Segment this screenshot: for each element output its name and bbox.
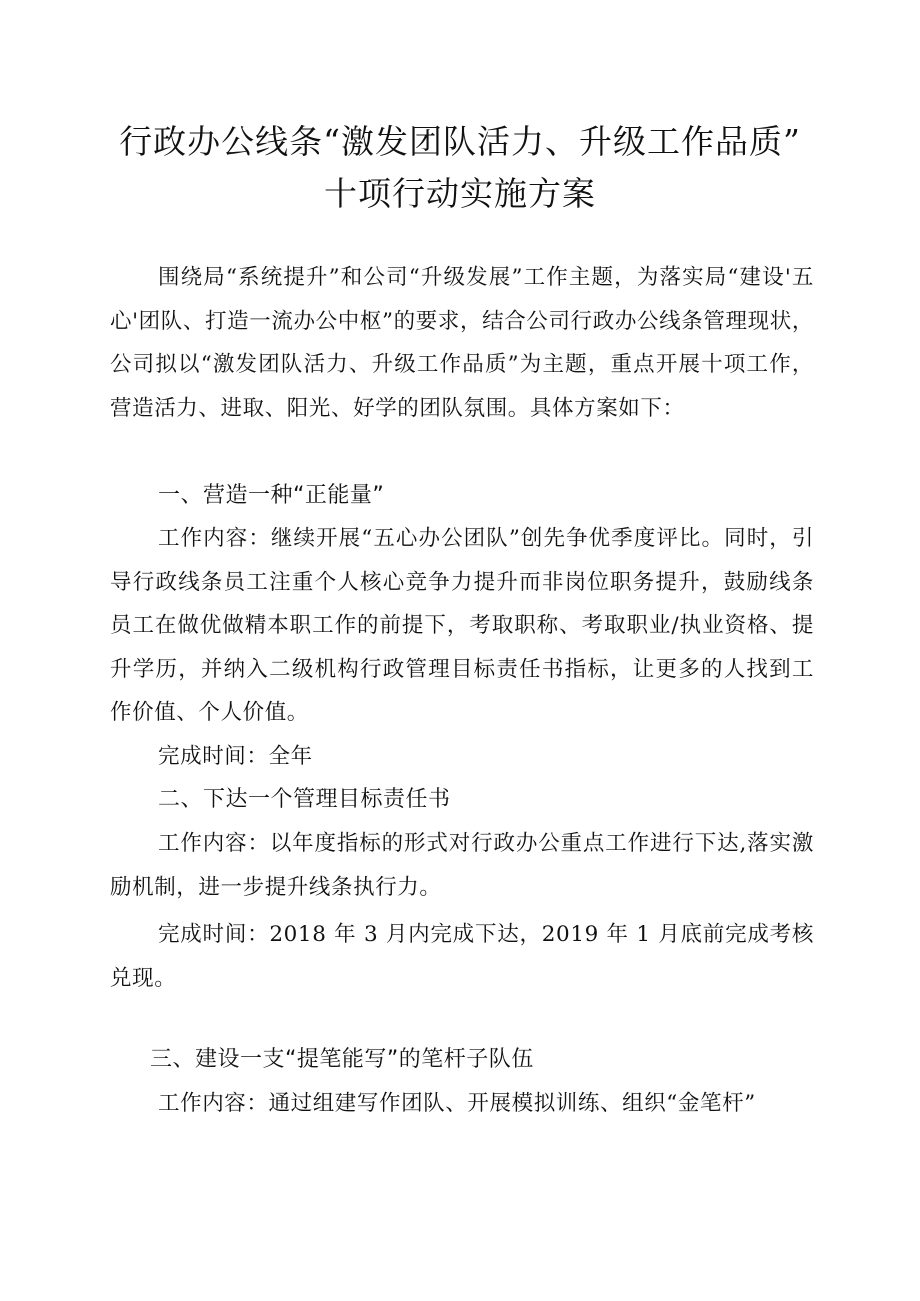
section-1-content: 工作内容：继续开展“五心办公团队”创先争优季度评比。同时，引导行政线条员工注重个人核心竞争力提升而非岗位职务提升，鼓励线条员工在做优做精本职工作的前提下，考取职称、考取职业/执业资格、提升学历，并纳入二级机构行政管理目标责任书指标，让更多的人找到工作价值、个人价值。	[110, 526, 814, 725]
section-3-content: 工作内容：通过组建写作团队、开展模拟训练、组织“金笔杆”	[158, 1091, 756, 1116]
section-3-heading: 三、建设一支“提笔能写”的笔杆子队伍	[150, 1047, 534, 1072]
document-title-line-2: 十项行动实施方案	[324, 174, 596, 213]
intro-paragraph: 围绕局“系统提升”和公司“升级发展”工作主题，为落实局“建设'五心'团队、打造一流办公中枢”的要求，结合公司行政办公线条管理现状，公司拟以“激发团队活力、升级工作品质”为主题，重点开展十项工作，营造活力、进取、阳光、好学的团队氛围。具体方案如下：	[110, 265, 814, 421]
section-2-heading: 二、下达一个管理目标责任书	[158, 787, 451, 812]
section-1-time: 完成时间：全年	[158, 744, 313, 769]
section-2-content: 工作内容：以年度指标的形式对行政办公重点工作进行下达,落实激励机制，进一步提升线条执行力。	[110, 831, 814, 900]
section-2-time: 完成时间：2018 年 3 月内完成下达，2019 年 1 月底前完成考核兑现。	[110, 922, 814, 991]
section-1-heading: 一、营造一种“正能量”	[158, 483, 385, 508]
document-title-line-1: 行政办公线条“激发团队活力、升级工作品质”	[119, 122, 801, 161]
